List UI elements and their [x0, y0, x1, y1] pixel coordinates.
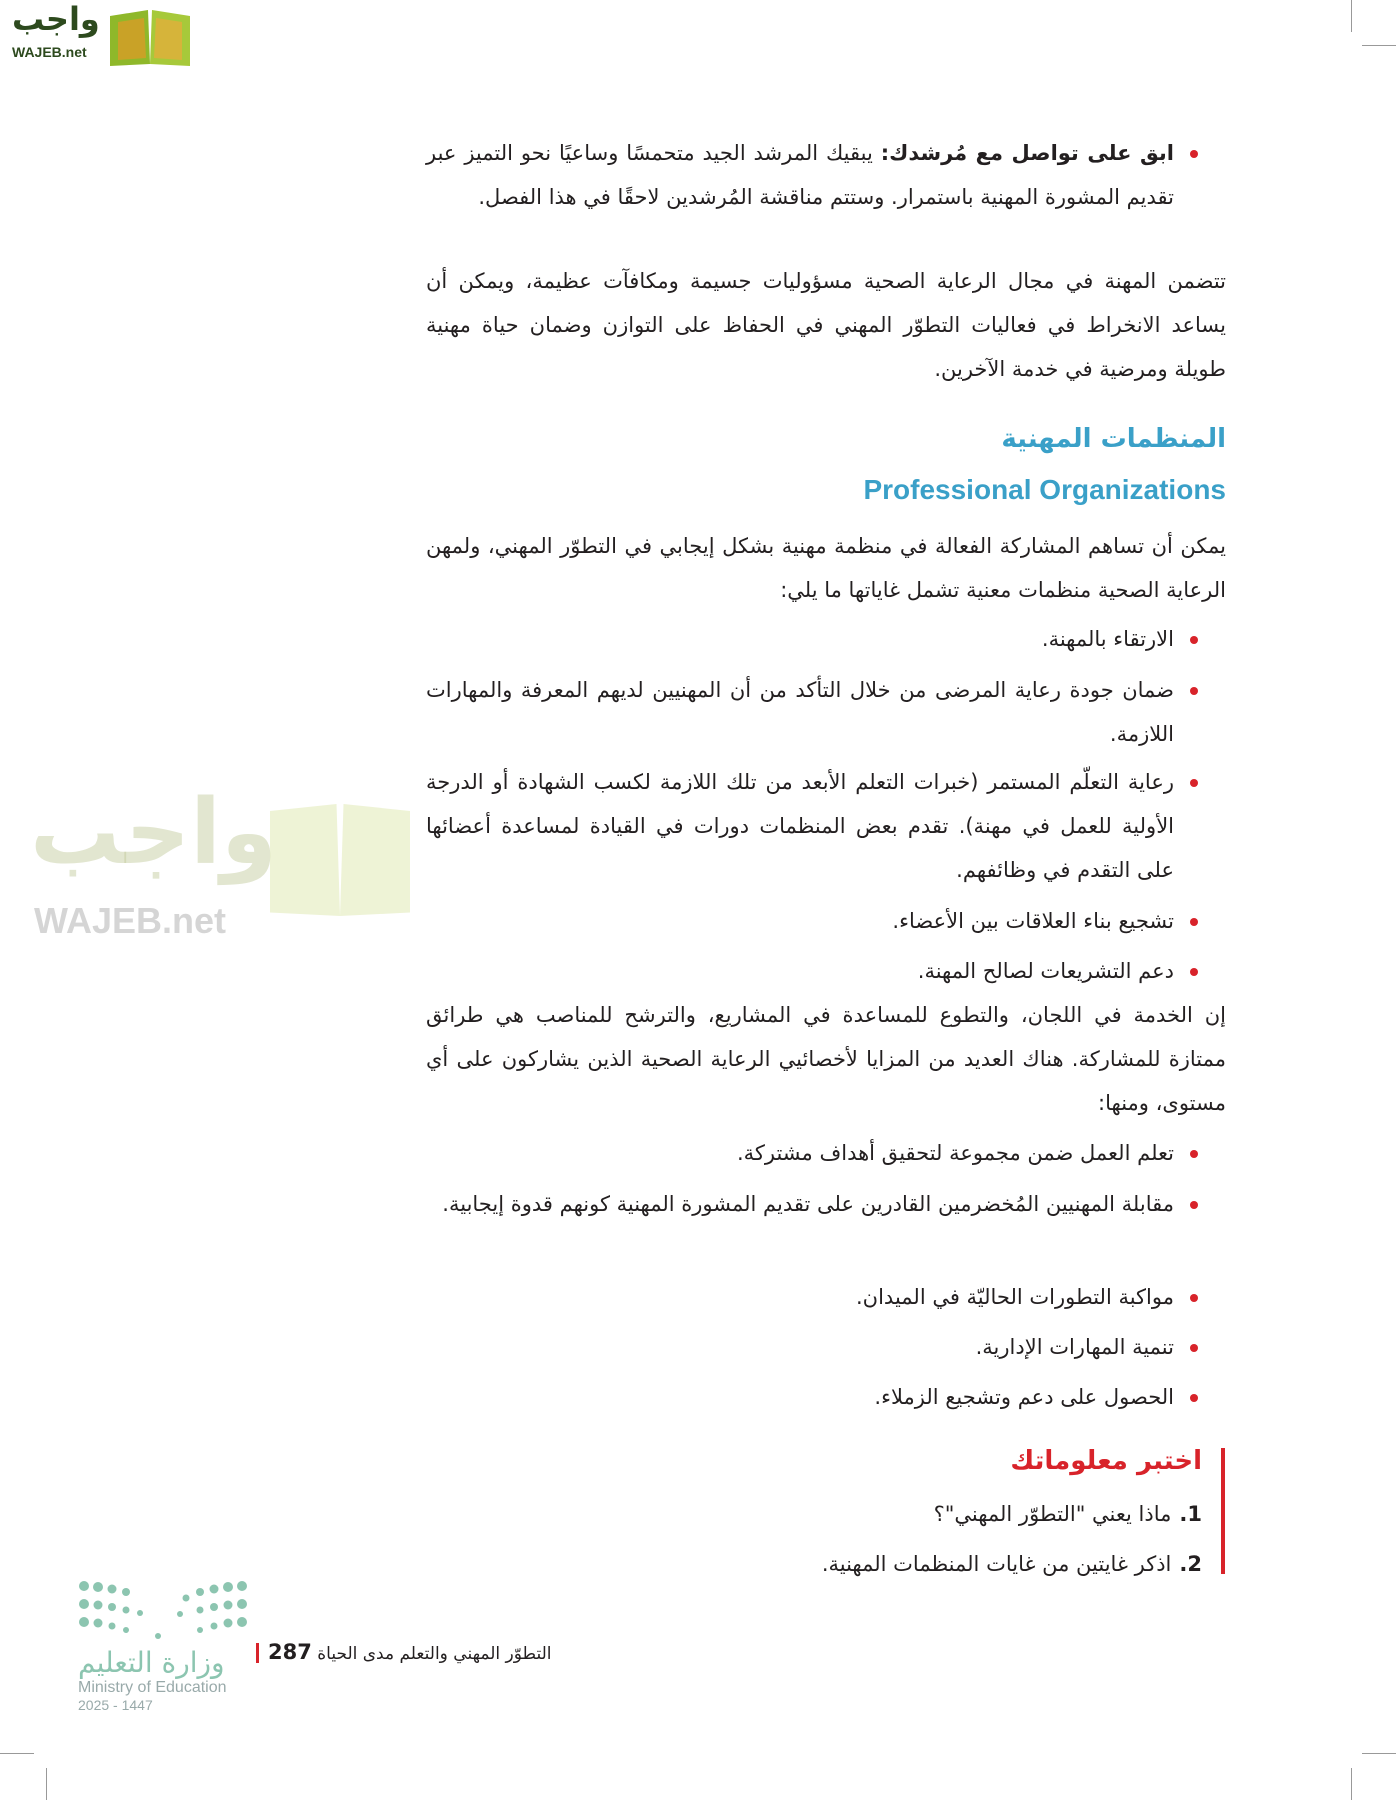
- page-footer: التطوّر المهني والتعلم مدى الحياة 287: [268, 1640, 552, 1664]
- list-item: الحصول على دعم وتشجيع الزملاء.: [426, 1375, 1174, 1419]
- ministry-dots-icon: [78, 1580, 248, 1640]
- book-icon: [106, 6, 194, 68]
- paragraph: يمكن أن تساهم المشاركة الفعالة في منظمة مهنية بشكل إيجابي في التطوّر المهني، ولمهن الرعاية الصحية منظمات معنية تشمل غاياتها ما يلي:: [426, 534, 1226, 602]
- crop-mark: [0, 1753, 34, 1754]
- wajeb-logo[interactable]: واجب WAJEB.net: [8, 4, 188, 64]
- list-item: تشجيع بناء العلاقات بين الأعضاء.: [426, 899, 1174, 943]
- watermark: واجب WAJEB.net: [20, 780, 420, 1010]
- section-heading-ar: المنظمات المهنية: [1001, 424, 1226, 454]
- list-item: تنمية المهارات الإدارية.: [426, 1325, 1174, 1369]
- list-item: تعلم العمل ضمن مجموعة لتحقيق أهداف مشتركة.: [426, 1131, 1174, 1175]
- bullet-mentor: ابق على تواصل مع مُرشدك: يبقيك المرشد الجيد متحمسًا وساعيًا نحو التميز عبر تقديم المشورة المهنية باستمرار. وستتم مناقشة المُرشدين لاحقًا في هذا الفصل.: [426, 131, 1174, 219]
- crop-mark: [1351, 0, 1352, 32]
- crop-mark: [1362, 45, 1396, 46]
- quiz-question: 1.ماذا يعني "التطوّر المهني"؟: [933, 1502, 1202, 1526]
- list-item: رعاية التعلّم المستمر (خبرات التعلم الأبعد من تلك اللازمة لكسب الشهادة أو الدرجة الأولية للعمل في مهنة). تقدم بعض المنظمات دورات في القيادة لمساعدة أعضائها على التقدم في وظائفهم.: [426, 760, 1174, 892]
- paragraph: إن الخدمة في اللجان، والتطوع للمساعدة في المشاريع، والترشح للمناصب هي طرائق ممتازة للمشاركة. هناك العديد من المزايا لأخصائيي الرعاية الصحية الذين يشاركون على أي مستوى، ومنها:: [426, 1003, 1226, 1115]
- ministry-logo: وزارة التعليم Ministry of Education 2025 - 1447: [78, 1580, 248, 1713]
- crop-mark: [1351, 1768, 1352, 1800]
- quiz-question: 2.اذكر غايتين من غايات المنظمات المهنية.: [821, 1552, 1202, 1576]
- list-item: ضمان جودة رعاية المرضى من خلال التأكد من أن المهنيين لديهم المعرفة والمهارات اللازمة.: [426, 668, 1174, 756]
- page-number: 287: [268, 1640, 312, 1664]
- section-heading-en: Professional Organizations: [863, 474, 1226, 505]
- crop-mark: [46, 1768, 47, 1800]
- list-item: دعم التشريعات لصالح المهنة.: [426, 949, 1174, 993]
- crop-mark: [1362, 1753, 1396, 1754]
- quiz-title: اختبر معلوماتك: [1010, 1446, 1202, 1476]
- book-icon: [270, 800, 410, 920]
- paragraph: تتضمن المهنة في مجال الرعاية الصحية مسؤوليات جسيمة ومكافآت عظيمة، ويمكن أن يساعد الانخراط في فعاليات التطوّر المهني في الحفاظ على التوازن وضمان حياة مهنية طويلة ومرضية في خدمة الآخرين.: [426, 269, 1226, 381]
- list-item: الارتقاء بالمهنة.: [426, 617, 1174, 661]
- page-number-divider: [256, 1643, 259, 1663]
- list-item: مواكبة التطورات الحاليّة في الميدان.: [426, 1275, 1174, 1319]
- list-item: مقابلة المهنيين المُخضرمين القادرين على تقديم المشورة المهنية كونهم قدوة إيجابية.: [426, 1182, 1174, 1226]
- quiz-accent-bar: [1221, 1448, 1225, 1574]
